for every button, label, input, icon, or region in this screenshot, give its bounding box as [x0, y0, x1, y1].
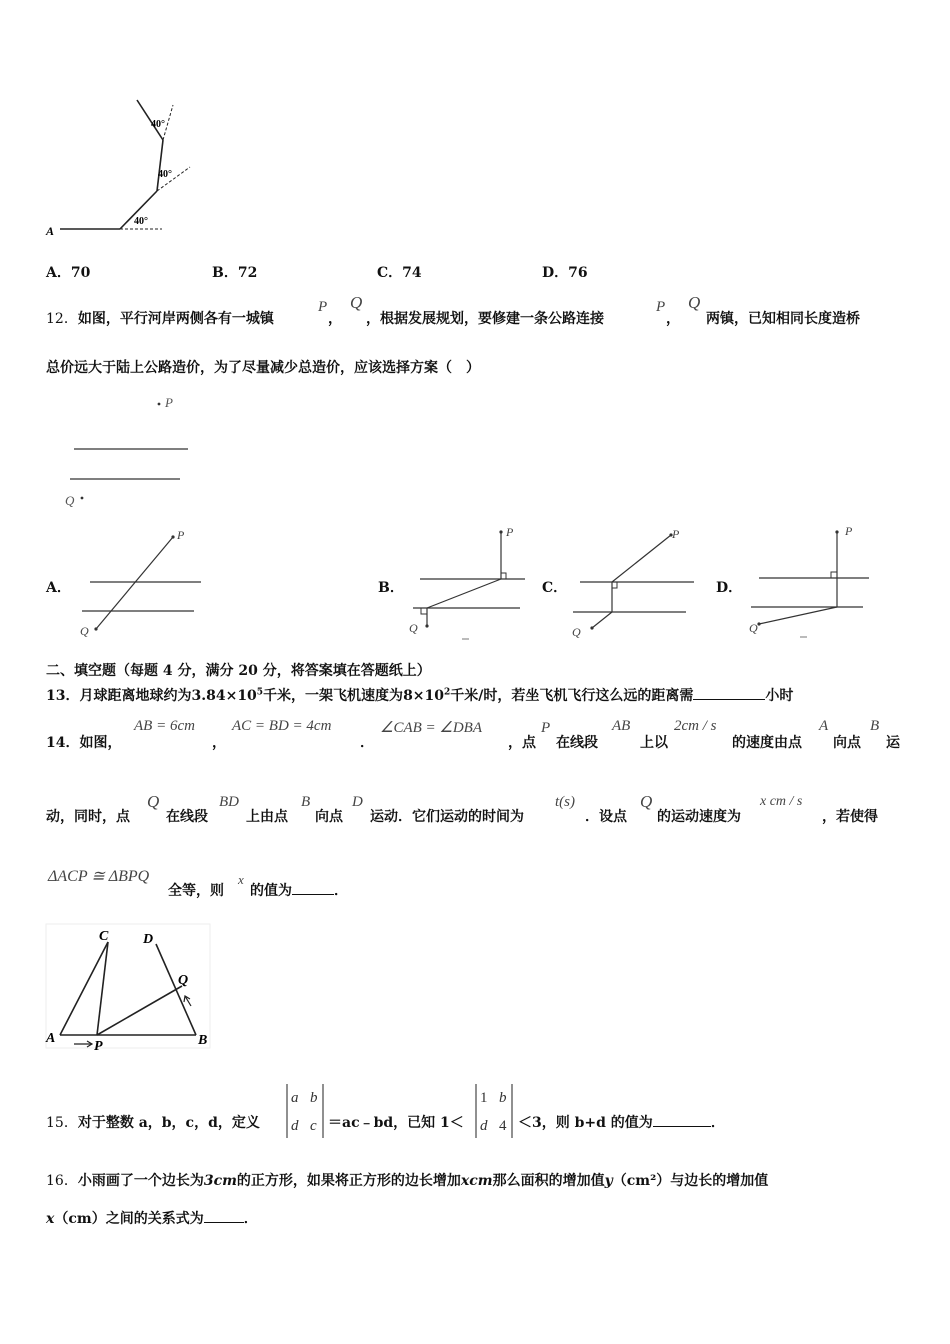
q14-t-froma: 的速度由点: [732, 735, 802, 751]
q14-m-d: D: [352, 794, 363, 810]
q12-option-c-figure[interactable]: [568, 522, 698, 642]
q14-line2-b: 在线段: [166, 809, 208, 825]
q12-line1: 12．如图，平行河岸两侧各有一城镇: [46, 311, 274, 327]
q14-m-acbd: AC = BD = 4cm: [232, 718, 332, 734]
q14-line2-d: 向点: [315, 809, 343, 825]
q11-figure: [40, 95, 210, 240]
q12-option-a-figure[interactable]: [76, 525, 216, 640]
q14-m-bd: BD: [219, 794, 239, 810]
svg-text:b: b: [499, 1090, 507, 1106]
q14-t-tob: 向点: [833, 735, 861, 751]
svg-text:Q: Q: [749, 621, 758, 635]
q12-fig-q: Q: [65, 493, 75, 508]
q14-line2-f: ．设点: [585, 809, 627, 825]
q12-option-d-figure[interactable]: [745, 520, 875, 640]
q14-line3-b: 的值为 ．: [250, 883, 348, 899]
q12-comma-2: ，: [666, 311, 680, 327]
q14-m-q2: Q: [640, 792, 653, 811]
q14-m-ab2: AB: [612, 718, 631, 734]
q14-answer-blank[interactable]: [292, 894, 334, 895]
q14-t-at: 上以: [640, 735, 668, 751]
q12-p-2: P: [656, 299, 666, 315]
q14-m-x: x: [238, 872, 244, 887]
q11-angle-top: 40°: [151, 119, 165, 130]
q15-determinant-definition: [285, 1082, 327, 1140]
q15-text-c: ＜3，则 b+d 的值为 ．: [518, 1115, 725, 1131]
q14-t-point: ，点: [508, 735, 536, 751]
q14-num: 14．如图，: [46, 735, 122, 751]
q11-option-a[interactable]: A．70: [46, 265, 91, 281]
q16-answer-blank[interactable]: [204, 1222, 244, 1223]
q14-line3: 全等，则: [168, 883, 224, 899]
svg-text:B: B: [198, 1033, 208, 1048]
q12-option-c-label[interactable]: C．: [542, 580, 568, 596]
q13-text: 13．月球距离地球约为$3.84\times 10^5$千米，一架飞机速度为$8\times 10^2$千米/时，若坐飞机飞行这么远的距离需 小时: [46, 687, 794, 704]
q12-line1-b: ，根据发展规划，要修建一条公路连接: [366, 311, 604, 327]
q12-option-a-label[interactable]: A．: [46, 580, 71, 596]
q12-comma-1: ，: [328, 311, 342, 327]
q12-figure: [60, 392, 200, 512]
q14-m-tri: ΔACP ≅ ΔBPQ: [48, 868, 150, 885]
q14-t-online: 在线段: [556, 735, 598, 751]
q12-fig-p: P: [165, 395, 173, 410]
svg-text:d: d: [480, 1118, 488, 1134]
svg-text:1: 1: [480, 1090, 488, 1106]
svg-text:P: P: [94, 1039, 103, 1054]
q15-text-b: ＝ac﹣bd，已知 1＜: [328, 1115, 464, 1131]
q15-text-a: 15．对于整数 a，b，c，d，定义: [46, 1115, 260, 1131]
q11-angle-middle: 40°: [158, 169, 172, 180]
svg-text:P: P: [177, 528, 185, 542]
q12-p-1: P: [318, 299, 328, 315]
q14-line2-c: 上由点: [246, 809, 288, 825]
q14-m-a: A: [819, 718, 829, 734]
q11-option-c[interactable]: C．74: [377, 265, 422, 281]
q16-line1: 16．小雨画了一个边长为3cm的正方形，如果将正方形的边长增加xcm那么面积的增加值y（cm²）与边长的增加值: [46, 1173, 769, 1189]
section2-title: 二、填空题（每题 4 分，满分 20 分，将答案填在答题纸上）: [46, 663, 431, 679]
q14-m-xcm: x cm / s: [760, 794, 803, 809]
svg-text:C: C: [99, 929, 109, 944]
svg-text:A: A: [46, 1031, 56, 1046]
q14-m-q: Q: [147, 792, 160, 811]
q11-label-a: A: [46, 224, 55, 238]
q14-m-b2: B: [301, 794, 311, 810]
q14-m-angle: ∠CAB = ∠DBA: [380, 720, 483, 736]
q12-q-2: Q: [688, 293, 701, 312]
svg-text:P: P: [672, 527, 680, 541]
q12-line2: 总价远大于陆上公路造价，为了尽量减少总造价，应该选择方案（ ）: [46, 360, 480, 376]
svg-text:d: d: [291, 1118, 299, 1134]
q14-m-b: B: [870, 718, 880, 734]
q12-line1-c: 两镇，已知相同长度造桥: [706, 311, 860, 327]
q12-option-b-label[interactable]: B．: [378, 580, 404, 596]
q12-option-d-label[interactable]: D．: [716, 580, 743, 596]
q14-m-speed: 2cm / s: [674, 718, 717, 734]
q14-line2-e: 运动．它们运动的时间为: [370, 809, 524, 825]
svg-text:Q: Q: [572, 625, 581, 639]
q14-dot: ．: [360, 735, 374, 751]
svg-text:Q: Q: [80, 624, 89, 638]
q14-figure: [44, 922, 214, 1052]
q14-m-p: P: [541, 720, 551, 736]
q14-line2-h: ，若使得: [822, 809, 878, 825]
q13-answer-blank[interactable]: [693, 699, 765, 700]
svg-text:4: 4: [499, 1118, 507, 1134]
q12-q-1: Q: [350, 293, 363, 312]
q14-m-ab: AB = 6cm: [134, 718, 195, 734]
q14-m-t: t(s): [555, 794, 575, 810]
q14-line2-a: 动，同时，点: [46, 809, 130, 825]
q16-line2: x（cm）之间的关系式为 ．: [46, 1211, 258, 1227]
svg-text:P: P: [506, 525, 514, 539]
q14-t-move: 运: [886, 735, 900, 751]
q15-answer-blank[interactable]: [653, 1126, 711, 1127]
q12-option-b-figure[interactable]: [405, 522, 530, 642]
q11-option-b[interactable]: B．72: [212, 265, 258, 281]
q11-angle-bottom: 40°: [134, 216, 148, 227]
q15-determinant-given: [474, 1082, 516, 1140]
svg-text:b: b: [310, 1090, 318, 1106]
q11-option-d[interactable]: D．76: [542, 265, 588, 281]
svg-text:a: a: [291, 1090, 299, 1106]
q14-line2-g: 的运动速度为: [657, 809, 741, 825]
svg-text:D: D: [143, 932, 154, 947]
svg-text:Q: Q: [178, 973, 189, 988]
q14-comma-1: ，: [212, 735, 226, 751]
svg-text:P: P: [845, 524, 853, 538]
svg-text:Q: Q: [409, 621, 418, 635]
svg-text:c: c: [310, 1118, 317, 1134]
